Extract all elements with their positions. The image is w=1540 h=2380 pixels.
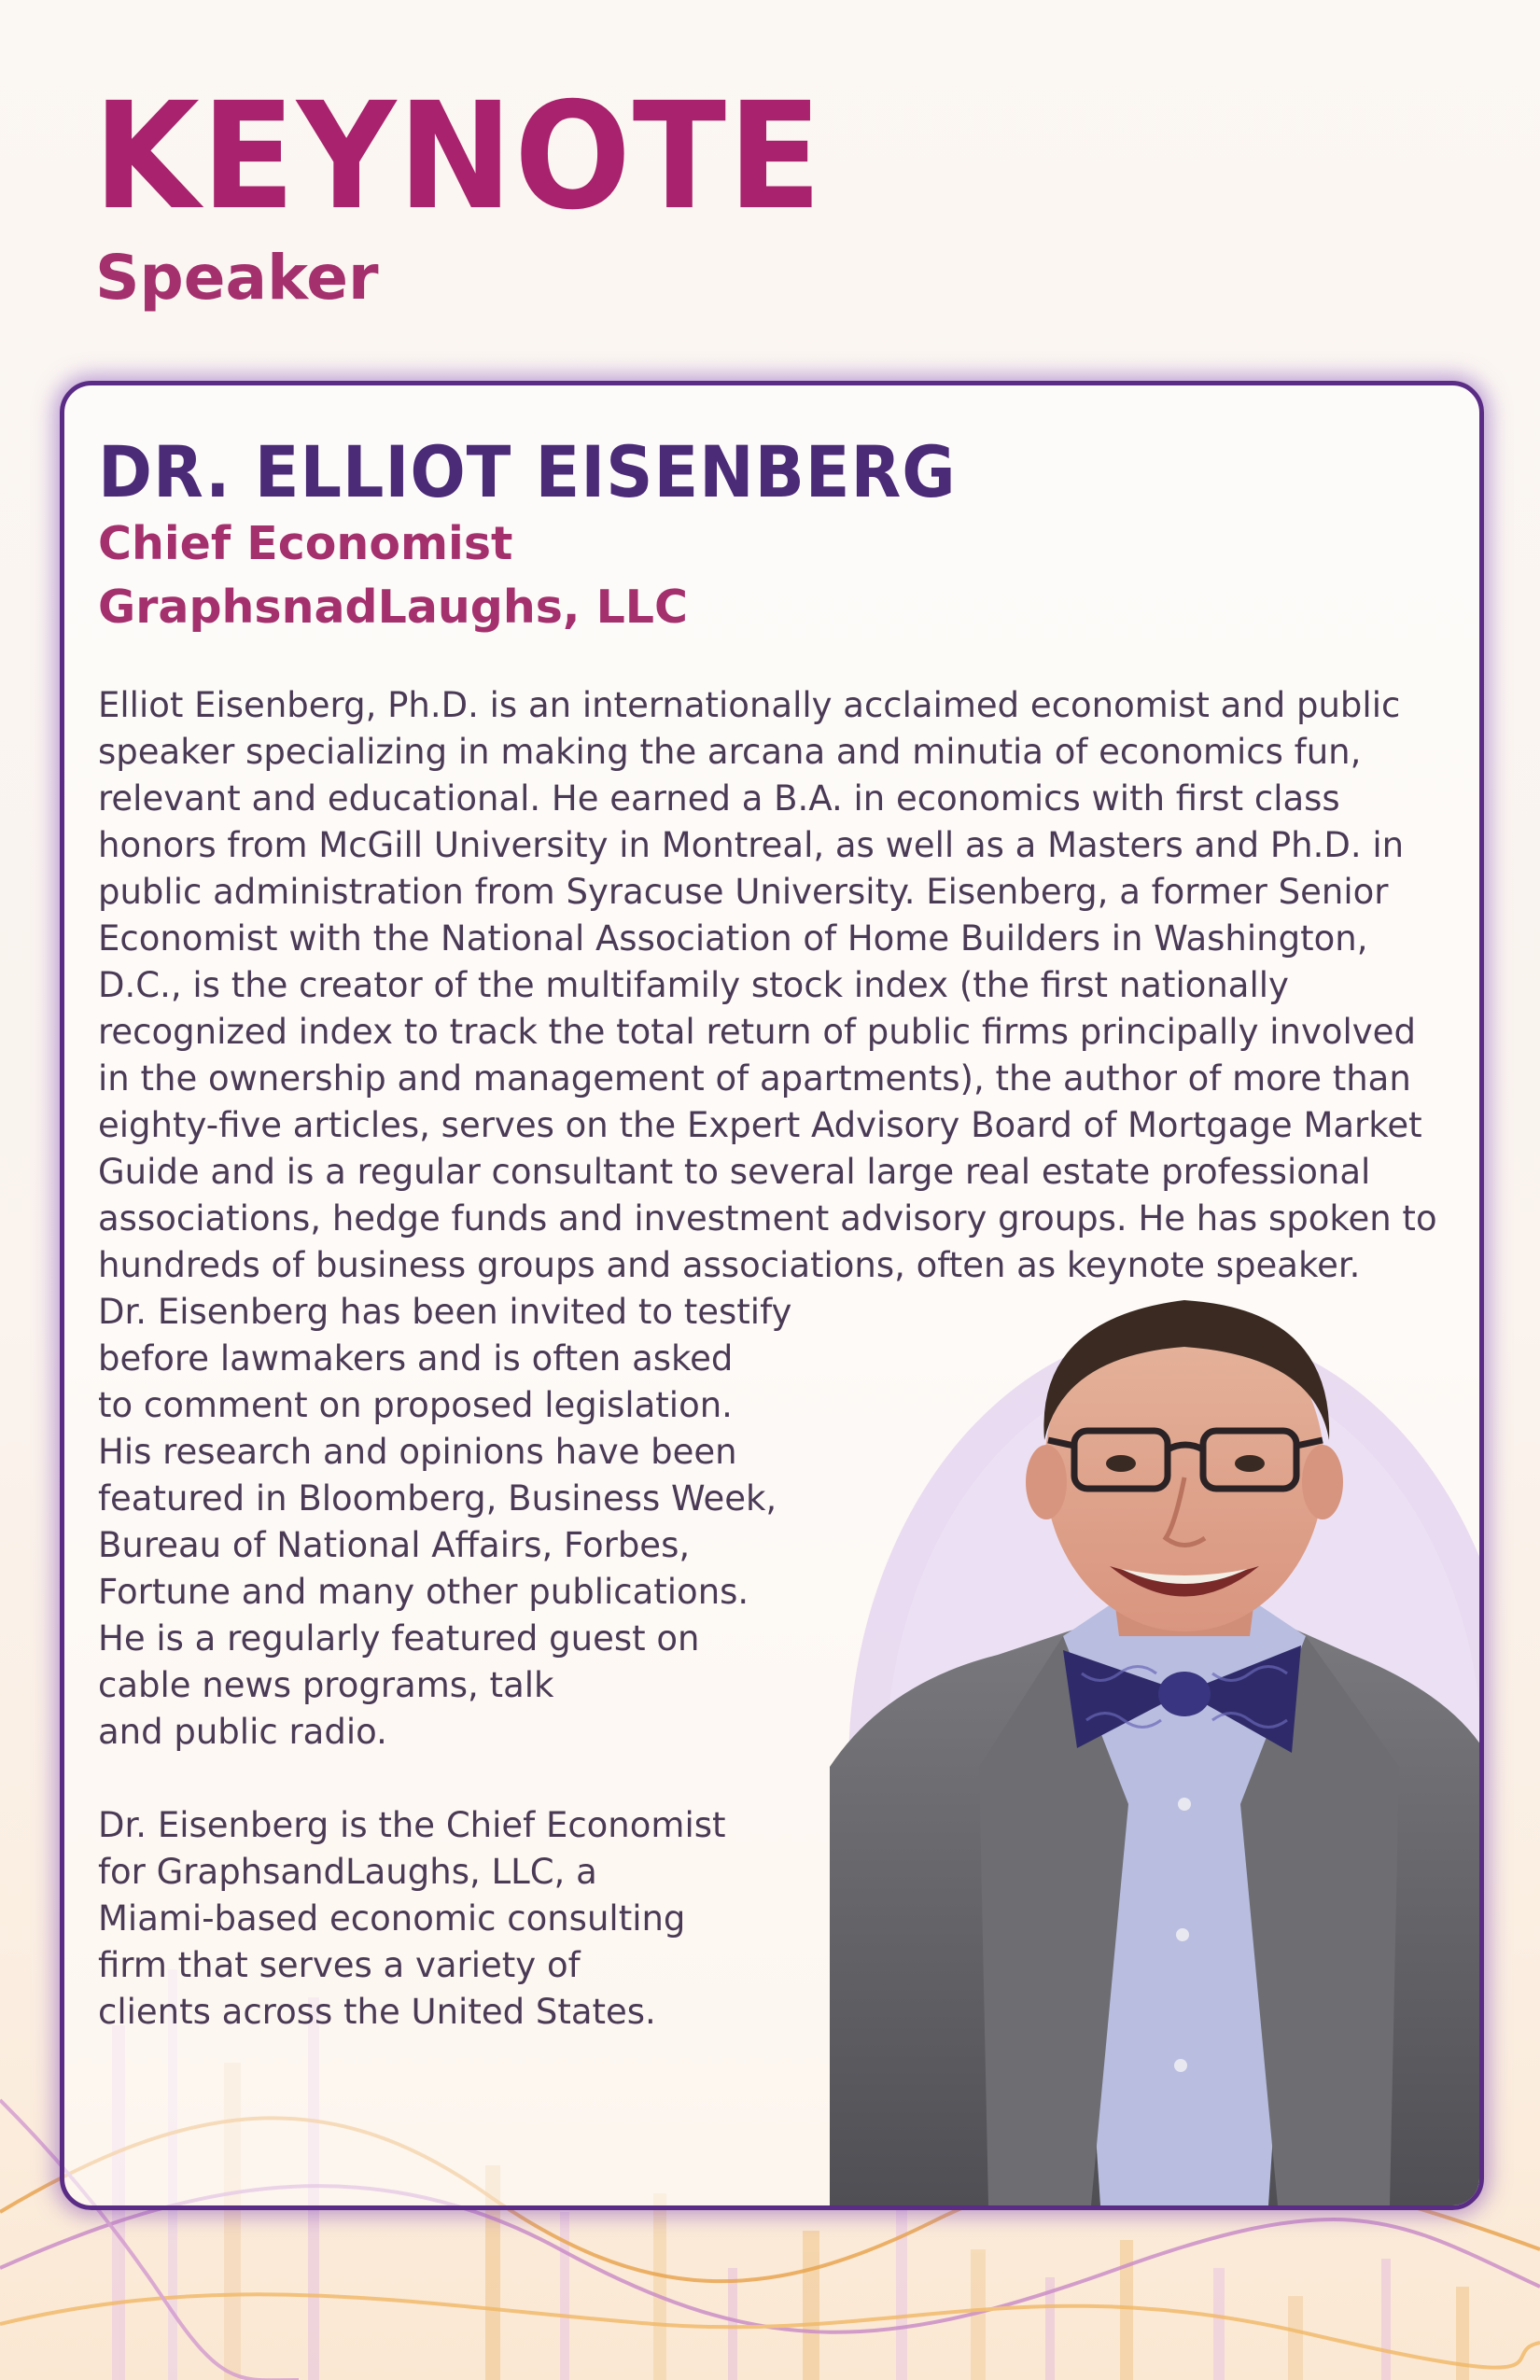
bio-line: before lawmakers and is often asked	[98, 1338, 734, 1379]
bio-line: Dr. Eisenberg is the Chief Economist	[98, 1805, 726, 1845]
bio-line: Elliot Eisenberg, Ph.D. is an internationally acclaimed economist and public	[98, 685, 1401, 725]
speaker-company: GraphsnadLaughs, LLC	[98, 581, 688, 634]
bio-line: cable news programs, talk	[98, 1665, 554, 1705]
speaker-card	[60, 381, 1484, 2210]
bio-line: in the ownership and management of apartments), the author of more than	[98, 1058, 1411, 1099]
bio-line: to comment on proposed legislation.	[98, 1385, 733, 1425]
bio-line: and public radio.	[98, 1712, 387, 1752]
bio-line: He is a regularly featured guest on	[98, 1618, 700, 1659]
bio-line: eighty-five articles, serves on the Expert Advisory Board of Mortgage Market	[98, 1105, 1422, 1145]
bio-line: Guide and is a regular consultant to several large real estate professional	[98, 1152, 1371, 1192]
bio-line: speaker specializing in making the arcana and minutia of economics fun,	[98, 732, 1362, 772]
bio-line: D.C., is the creator of the multifamily stock index (the first nationally	[98, 965, 1289, 1005]
speaker-name: DR. ELLIOT EISENBERG	[98, 430, 957, 513]
speaker-portrait	[830, 1281, 1483, 2205]
bio-line: His research and opinions have been	[98, 1432, 737, 1472]
bio-line: public administration from Syracuse University. Eisenberg, a former Senior	[98, 872, 1389, 912]
bio-line: firm that serves a variety of	[98, 1945, 581, 1985]
bio-line: Dr. Eisenberg has been invited to testify	[98, 1292, 792, 1332]
bio-line: Economist with the National Association of Home Builders in Washington,	[98, 918, 1368, 959]
bio-line: Bureau of National Affairs, Forbes,	[98, 1525, 691, 1565]
bio-line: Fortune and many other publications.	[98, 1572, 749, 1612]
bio-line: honors from McGill University in Montreal, as well as a Masters and Ph.D. in	[98, 825, 1405, 865]
bio-line: Miami-based economic consulting	[98, 1898, 686, 1939]
bio-line: hundreds of business groups and associations, often as keynote speaker.	[98, 1245, 1361, 1285]
bio-line: for GraphsandLaughs, LLC, a	[98, 1852, 597, 1892]
speaker-role: Chief Economist	[98, 517, 513, 570]
page-title: KEYNOTE	[93, 71, 824, 243]
bio-line: relevant and educational. He earned a B.A. in economics with first class	[98, 778, 1340, 819]
page-subtitle: Speaker	[95, 242, 379, 314]
bio-line: clients across the United States.	[98, 1992, 656, 2032]
bio-line: recognized index to track the total return of public firms principally involved	[98, 1012, 1416, 1052]
bio-line: associations, hedge funds and investment advisory groups. He has spoken to	[98, 1198, 1437, 1239]
bio-line: featured in Bloomberg, Business Week,	[98, 1478, 777, 1519]
